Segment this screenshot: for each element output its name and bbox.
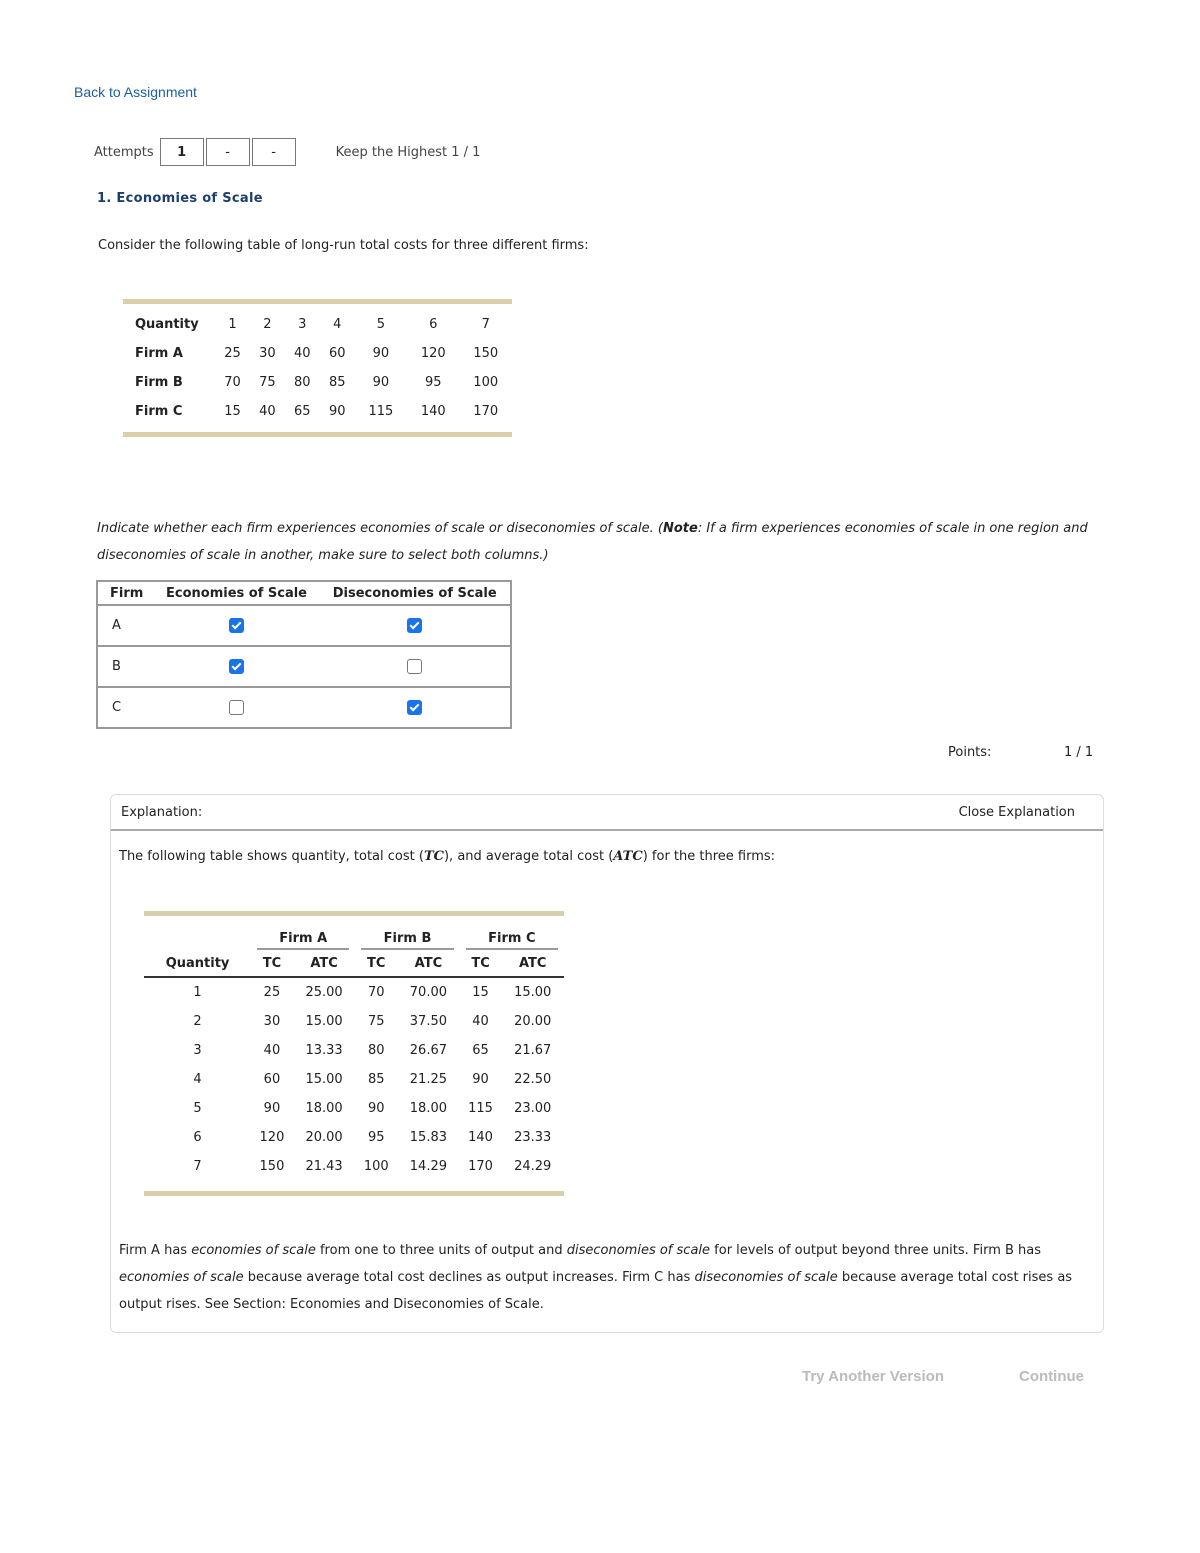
question-intro: Consider the following table of long-run total costs for three different firms: [98, 238, 589, 253]
answer-row [97, 687, 511, 728]
table-cell: TC [460, 950, 502, 977]
question-instruction [97, 515, 1097, 569]
table-cell: 18.00 [409, 1101, 447, 1116]
economies-checkbox-b[interactable] [229, 659, 244, 674]
table-cell: ATC [397, 950, 460, 977]
table-row [144, 1007, 564, 1036]
attempt-box-1: 1 [160, 138, 204, 166]
table-cell: 15 [224, 404, 241, 419]
table-cell: 100 [363, 1159, 389, 1174]
table-cell: 80 [294, 375, 311, 390]
instruction-text: Indicate whether each firm experiences economies of scale or diseconomies of scale. ( [97, 521, 663, 536]
table-cell: 23.33 [514, 1130, 552, 1145]
table-cell: 30 [259, 346, 276, 361]
explanation-intro [119, 849, 775, 864]
conclusion-text: because average total cost rises as output rises. See Section: Economies and Diseconomies of Scale. [119, 1270, 1073, 1312]
answer-firm-label: A [97, 605, 154, 646]
table-cell: 70 [224, 375, 241, 390]
explanation-intro-text: The following table shows quantity, total cost ( [119, 849, 424, 864]
group-label: Firm A [257, 931, 349, 950]
table-row [144, 1094, 564, 1123]
table-cell: 21.67 [514, 1043, 552, 1058]
explanation-intro-text: ), and average total cost ( [443, 849, 614, 864]
answer-cell [154, 605, 320, 646]
instruction-note-label: Note [662, 521, 698, 536]
table-cell: 120 [259, 1130, 285, 1145]
answer-header-economies: Economies of Scale [154, 581, 320, 605]
table-row [144, 977, 564, 1007]
table-cell: 170 [473, 404, 499, 419]
table-cell: 115 [468, 1101, 493, 1116]
table-cell: 150 [259, 1159, 285, 1174]
table-cell: 170 [468, 1159, 493, 1174]
table-cell: 4 [193, 1072, 202, 1087]
table-cell: 30 [263, 1014, 281, 1029]
table-cell: 21.25 [409, 1072, 447, 1087]
table-cell: 140 [468, 1130, 493, 1145]
table-cell: 95 [367, 1130, 385, 1145]
table-cell: 25 [224, 346, 241, 361]
table-cell: 5 [376, 317, 386, 332]
conclusion-text: for levels of output beyond three units. Firm B has [710, 1243, 1042, 1258]
table-cell: 15.00 [305, 1014, 343, 1029]
table-cell: 1 [228, 317, 237, 332]
continue-button[interactable]: Continue [1019, 1368, 1084, 1385]
table-cell: 21.43 [305, 1159, 343, 1174]
table-cell: 1 [193, 985, 202, 1000]
conclusion-term: diseconomies of scale [566, 1243, 711, 1258]
table-cell: TC [355, 950, 397, 977]
table-cell: 6 [429, 317, 438, 332]
atc-group-row [144, 914, 564, 951]
question-title: 1. Economies of Scale [97, 191, 263, 206]
group-label: Firm B [361, 931, 453, 950]
table-cell: 25 [263, 985, 281, 1000]
answer-firm-label: C [112, 700, 122, 715]
table-cell: 4 [333, 317, 342, 332]
table-cell: 40 [259, 404, 276, 419]
answer-cell [154, 687, 320, 728]
table-cell: 90 [472, 1072, 489, 1087]
table-cell: 20.00 [514, 1014, 552, 1029]
table-cell: 140 [420, 404, 446, 419]
cost-table-header-row [123, 302, 512, 340]
table-row [144, 1123, 564, 1152]
close-explanation-button[interactable]: Close Explanation [958, 804, 1075, 820]
attempts-label: Attempts [94, 144, 154, 160]
conclusion-text: from one to three units of output and [315, 1243, 567, 1258]
table-cell: 7 [481, 317, 490, 332]
answer-cell [319, 646, 511, 687]
table-row [144, 1065, 564, 1094]
atc-symbol: ATC [613, 849, 643, 864]
points-label: Points: [948, 745, 992, 760]
table-cell: 22.50 [514, 1072, 552, 1087]
answer-table [96, 580, 512, 729]
group-firm-a [251, 914, 355, 951]
attempts-bar [94, 138, 480, 166]
table-cell: 90 [372, 346, 390, 361]
group-firm-b [355, 914, 459, 951]
conclusion-term: economies of scale [191, 1243, 316, 1258]
attempt-box-3: - [252, 138, 296, 166]
table-cell: 24.29 [514, 1159, 552, 1174]
answer-row [97, 646, 511, 687]
table-cell: 85 [367, 1072, 385, 1087]
table-cell: 2 [193, 1014, 202, 1029]
attempt-box-2: - [206, 138, 250, 166]
table-cell: Firm B [135, 375, 183, 390]
conclusion-text: because average total cost declines as output increases. Firm C has [243, 1270, 695, 1285]
conclusion-term: economies of scale [119, 1270, 244, 1285]
table-cell: 15.00 [305, 1072, 343, 1087]
atc-table [144, 911, 564, 1196]
table-cell: 95 [425, 375, 442, 390]
table-cell: ATC [293, 950, 356, 977]
explanation-title: Explanation: [121, 804, 203, 820]
table-cell: 20.00 [305, 1130, 343, 1145]
table-cell: 7 [193, 1159, 202, 1174]
answer-header-firm: Firm [97, 581, 154, 605]
keep-highest-label: Keep the Highest 1 / 1 [335, 144, 481, 160]
table-cell: 60 [263, 1072, 281, 1087]
table-cell: 25.00 [305, 985, 343, 1000]
table-cell: 18.00 [305, 1101, 343, 1116]
table-cell: 13.33 [305, 1043, 343, 1058]
table-cell: Firm C [135, 404, 183, 419]
economies-checkbox-a[interactable] [229, 618, 244, 633]
table-cell: 23.00 [514, 1101, 552, 1116]
table-cell: 100 [473, 375, 499, 390]
table-row [123, 368, 512, 397]
table-cell: 90 [328, 404, 346, 419]
table-cell: 65 [294, 404, 311, 419]
explanation-intro-text: ) for the three firms: [642, 849, 776, 864]
table-row [123, 397, 512, 435]
table-cell: 2 [263, 317, 272, 332]
table-cell: 6 [193, 1130, 202, 1145]
diseconomies-checkbox-a[interactable] [407, 618, 422, 633]
answer-row [97, 605, 511, 646]
group-firm-c [460, 914, 564, 951]
table-cell: 120 [420, 346, 446, 361]
table-cell: TC [251, 950, 293, 977]
tc-symbol: TC [423, 849, 444, 864]
table-cell: 26.67 [409, 1043, 447, 1058]
table-cell: ATC [501, 950, 564, 977]
points-value: 1 / 1 [1064, 745, 1094, 760]
conclusion-text: Firm A has [119, 1243, 192, 1258]
answer-cell [154, 646, 320, 687]
table-cell [144, 914, 251, 951]
table-cell: 15.00 [514, 985, 552, 1000]
table-cell: 14.29 [409, 1159, 447, 1174]
table-cell: 150 [473, 346, 499, 361]
table-row [144, 1152, 564, 1194]
table-cell: 90 [367, 1101, 385, 1116]
table-cell: 40 [472, 1014, 489, 1029]
answer-cell [319, 605, 511, 646]
instruction-note-text: : If a firm experiences economies of scale in one region and diseconomies of scale in another, make sure to select both columns.) [97, 521, 1088, 563]
diseconomies-checkbox-b[interactable] [407, 659, 422, 674]
table-cell: 40 [294, 346, 311, 361]
explanation-conclusion [119, 1237, 1094, 1318]
diseconomies-checkbox-c[interactable] [407, 700, 422, 715]
answer-cell [319, 687, 511, 728]
table-cell: 60 [328, 346, 346, 361]
table-cell: Quantity [144, 950, 251, 977]
answer-header-diseconomies: Diseconomies of Scale [319, 581, 511, 605]
answer-firm-label: B [97, 646, 154, 687]
points-display [948, 745, 1094, 760]
try-another-version-button[interactable]: Try Another Version [802, 1368, 944, 1385]
table-cell: 75 [367, 1014, 385, 1029]
group-label: Firm C [466, 931, 558, 950]
conclusion-term: diseconomies of scale [694, 1270, 838, 1285]
table-cell: 90 [372, 375, 390, 390]
table-cell: 70.00 [409, 985, 447, 1000]
table-cell: 90 [263, 1101, 281, 1116]
table-cell: Quantity [135, 317, 199, 332]
cost-table [123, 299, 512, 437]
table-row [123, 339, 512, 368]
table-row [144, 1036, 564, 1065]
table-cell: 15 [472, 985, 489, 1000]
atc-header-row [144, 950, 564, 977]
table-cell: Firm A [135, 346, 183, 361]
table-cell: 115 [368, 404, 394, 419]
economies-checkbox-c[interactable] [229, 700, 244, 715]
table-cell: 3 [298, 317, 307, 332]
table-cell: 5 [193, 1101, 202, 1116]
table-cell: 70 [367, 985, 385, 1000]
explanation-header [111, 795, 1103, 831]
answer-table-header-row [97, 581, 511, 605]
table-cell: 85 [328, 375, 346, 390]
table-cell: 3 [193, 1043, 202, 1058]
back-to-assignment-link[interactable]: Back to Assignment [74, 84, 197, 100]
table-cell: 75 [259, 375, 276, 390]
table-cell: 80 [367, 1043, 385, 1058]
table-cell: 37.50 [409, 1014, 447, 1029]
table-cell: 65 [472, 1043, 489, 1058]
explanation-panel [110, 794, 1104, 1333]
table-cell: 40 [263, 1043, 281, 1058]
table-cell: 15.83 [409, 1130, 447, 1145]
